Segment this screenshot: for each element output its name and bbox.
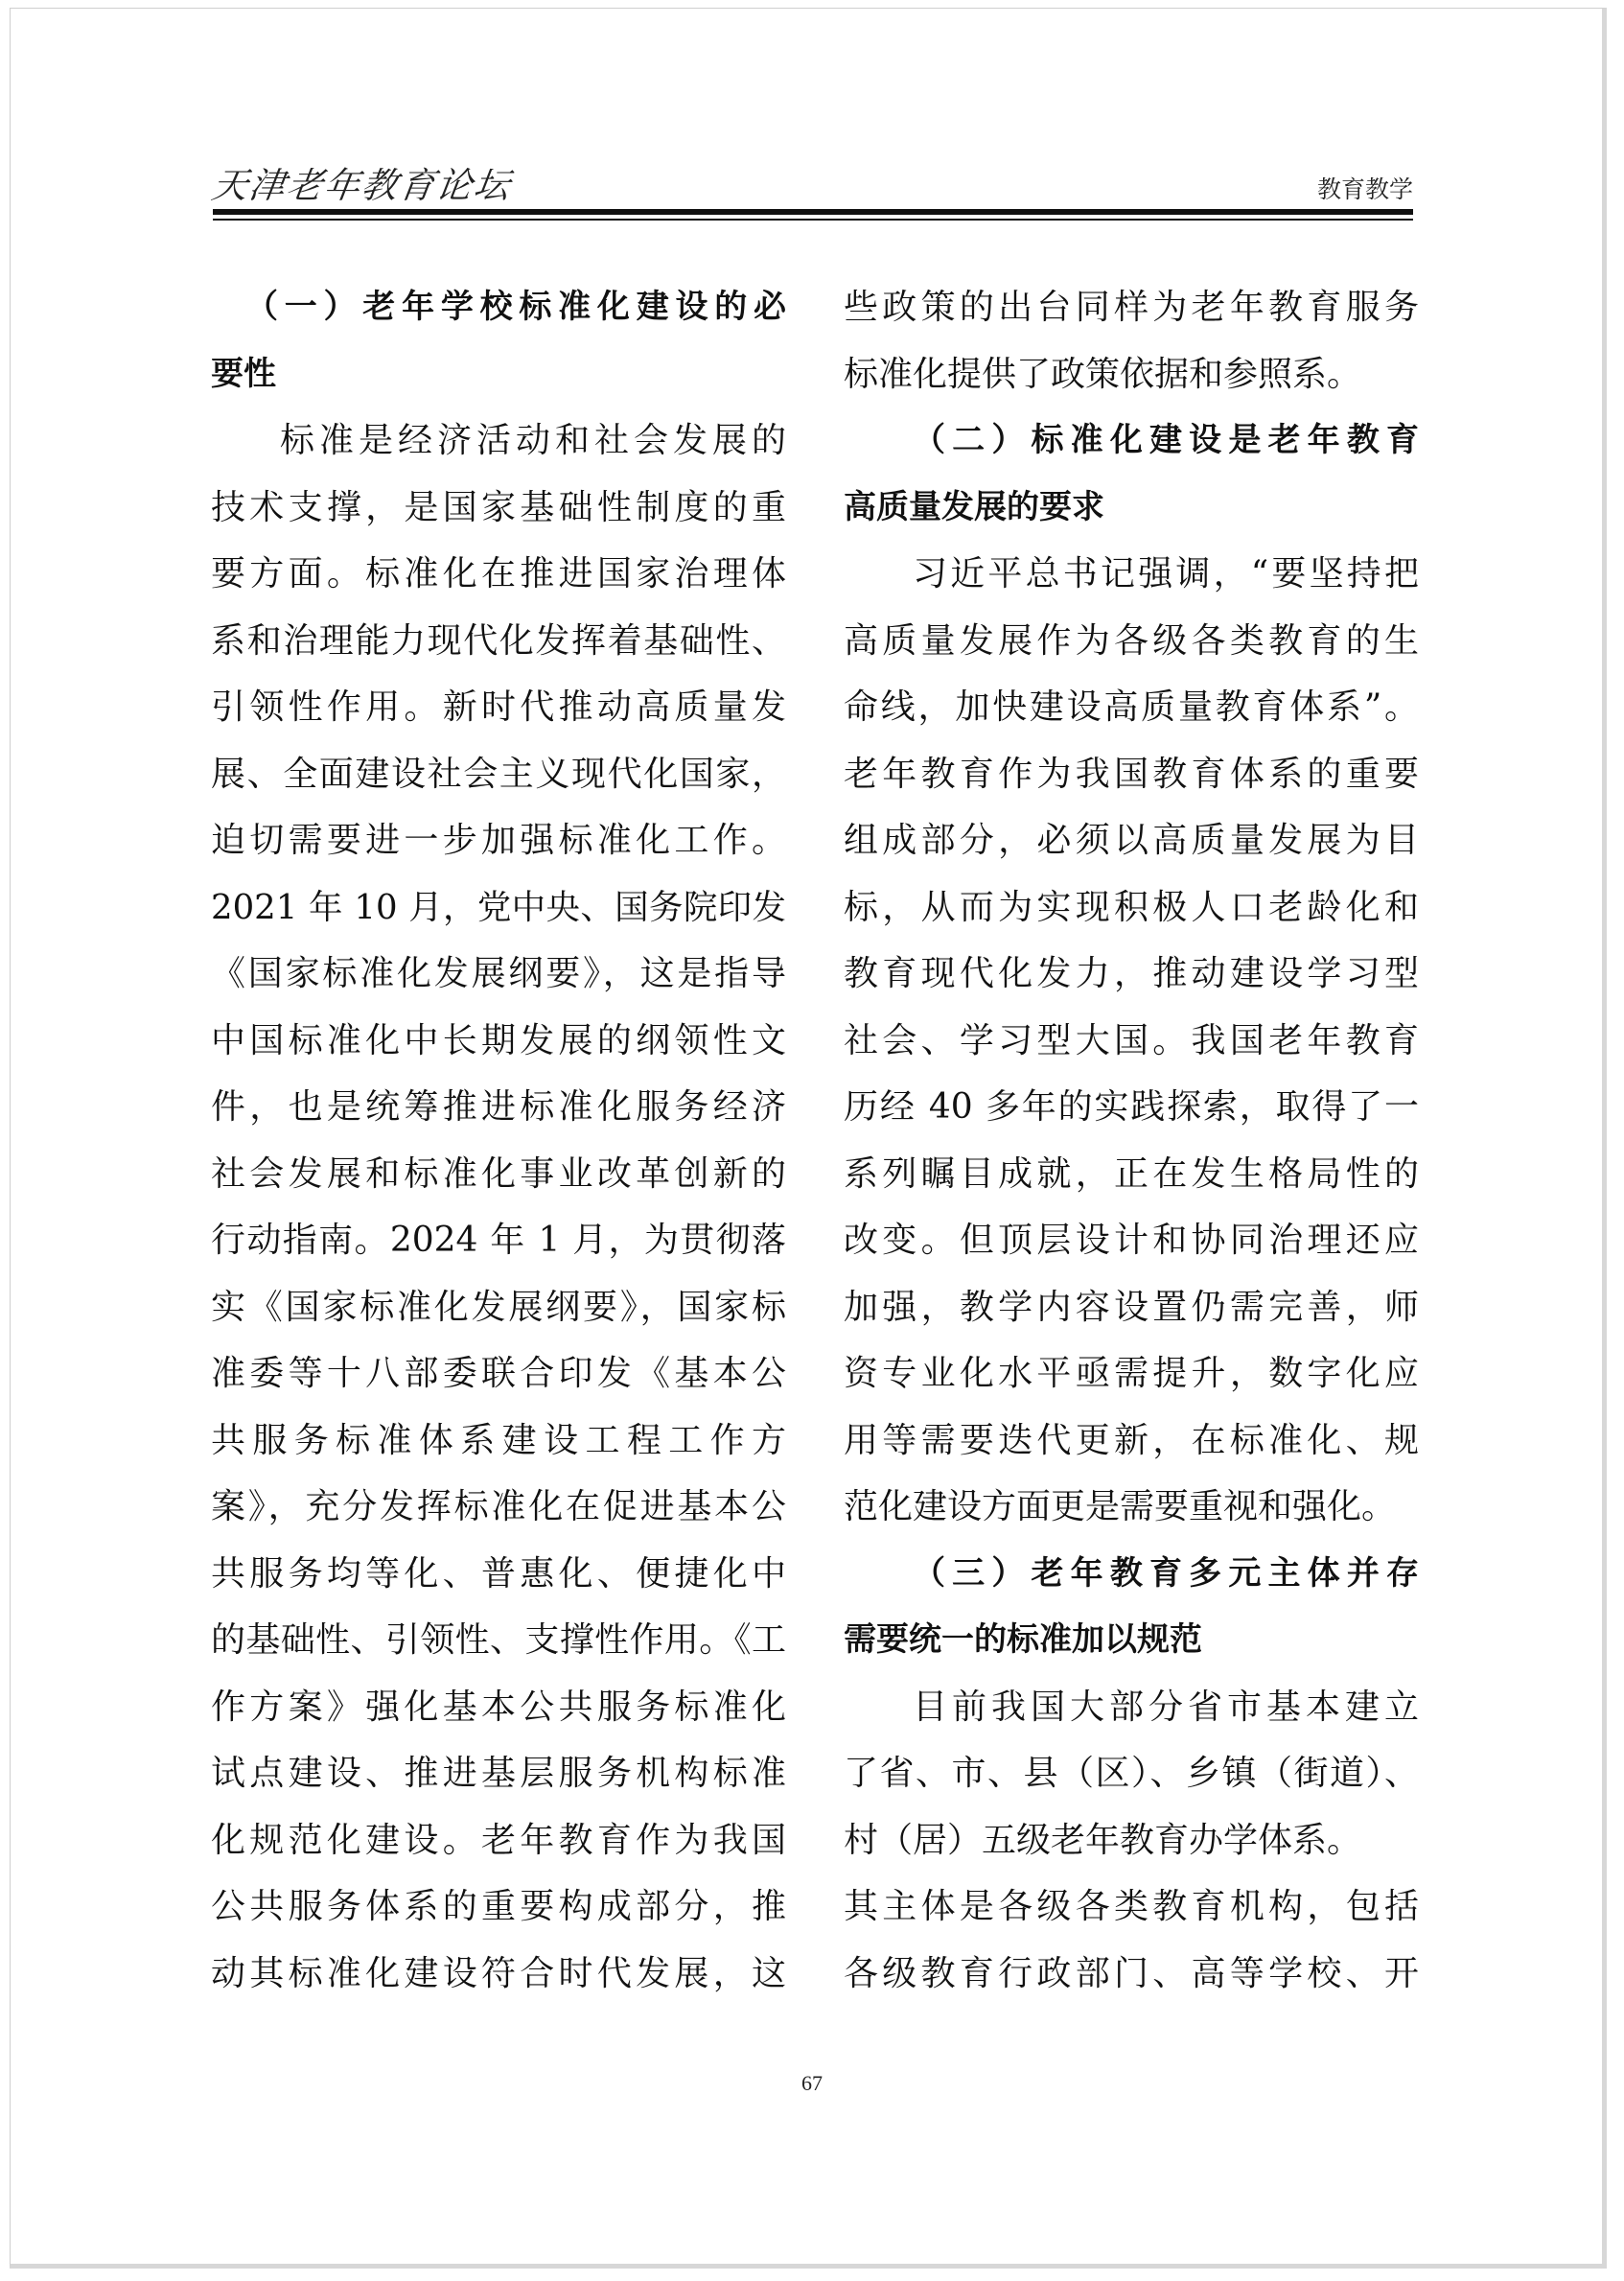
section-heading-line: 要性: [211, 354, 276, 393]
body-text-line: 中国标准化中长期发展的纲领性文: [211, 1020, 786, 1060]
body-text-line: 引领性作用。新时代推动高质量发: [211, 687, 786, 727]
body-text-line: 其主体是各级各类教育机构，包括: [844, 1887, 1419, 1926]
body-text-line: 历经 40 多年的实践探索，取得了一: [844, 1087, 1419, 1127]
body-text-line: 共服务标准体系建设工程工作方: [211, 1420, 786, 1460]
section-label: 教育教学: [1316, 175, 1413, 203]
body-text-line: 教育现代化发力，推动建设学习型: [844, 954, 1419, 993]
body-text-line: 些政策的出台同样为老年教育服务: [844, 288, 1419, 327]
body-text-line: 组成部分，必须以高质量发展为目: [844, 821, 1419, 860]
body-text-line: 老年教育作为我国教育体系的重要: [844, 754, 1419, 794]
right-column: [844, 274, 1419, 2007]
page-number: 67: [801, 2071, 823, 2095]
body-text-line: 实《国家标准化发展纲要》，国家标: [211, 1287, 786, 1327]
body-text-line: 件，也是统筹推进标准化服务经济: [211, 1087, 786, 1127]
body-text-line: 标准化提供了政策依据和参照系。: [844, 354, 1362, 394]
body-text-line: 《国家标准化发展纲要》，这是指导: [211, 954, 786, 993]
body-text-line: 行动指南。2024 年 1 月，为贯彻落: [211, 1221, 786, 1260]
body-text-line: 迫切需要进一步加强标准化工作。: [211, 821, 786, 860]
body-text-line: 习近平总书记强调，“要坚持把: [913, 554, 1419, 594]
body-text-line: 动其标准化建设符合时代发展，这: [211, 1953, 786, 1993]
section-heading-line: （三）老年教育多元主体并存: [913, 1553, 1419, 1593]
body-text-line: 案》，充分发挥标准化在促进基本公: [211, 1487, 786, 1526]
body-text-line: 技术支撑，是国家基础性制度的重: [211, 487, 786, 527]
body-text-line: 了省、市、县（区）、乡镇（街道）、: [844, 1754, 1419, 1793]
section-heading-line: （一）老年学校标准化建设的必: [245, 288, 786, 326]
body-text-line: 共服务均等化、普惠化、便捷化中: [211, 1553, 786, 1594]
body-text-line: 系和治理能力现代化发挥着基础性、: [211, 620, 786, 661]
body-text-line: 标准是经济活动和社会发展的: [280, 421, 786, 460]
body-text-line: 作方案》强化基本公共服务标准化: [211, 1687, 786, 1727]
body-text-line: 公共服务体系的重要构成部分，推: [211, 1887, 786, 1926]
body-text-line: 范化建设方面更是需要重视和强化。: [844, 1487, 1397, 1526]
body-text-line: 资专业化水平亟需提升，数字化应: [844, 1354, 1419, 1393]
left-column: [211, 274, 786, 2007]
body-text-line: 用等需要迭代更新，在标准化、规: [844, 1420, 1419, 1460]
body-text-line: 系列瞩目成就，正在发生格局性的: [844, 1153, 1419, 1194]
body-text-line: 的基础性、引领性、支撑性作用。《工: [211, 1620, 786, 1660]
body-text-line: 加强，教学内容设置仍需完善，师: [844, 1287, 1419, 1327]
body-text-line: 命线，加快建设高质量教育体系”。: [844, 687, 1419, 727]
header-rule-thick: [213, 209, 1413, 215]
body-text-line: 社会发展和标准化事业改革创新的: [211, 1153, 786, 1194]
section-heading-line: （二）标准化建设是老年教育: [913, 421, 1419, 459]
body-text-line: 社会、学习型大国。我国老年教育: [844, 1020, 1419, 1060]
body-text-line: 2021 年 10 月，党中央、国务院印发: [211, 887, 786, 927]
header-rule-thin: [213, 219, 1413, 221]
body-text-line: 村（居）五级老年教育办学体系。: [844, 1820, 1362, 1860]
section-heading-line: 高质量发展的要求: [844, 487, 1104, 526]
body-text-line: 准委等十八部委联合印发《基本公: [211, 1354, 786, 1393]
body-text-line: 高质量发展作为各级各类教育的生: [844, 620, 1419, 661]
body-text-line: 改变。但顶层设计和协同治理还应: [844, 1221, 1419, 1260]
body-text-line: 目前我国大部分省市基本建立: [913, 1687, 1419, 1727]
body-text-line: 要方面。标准化在推进国家治理体: [211, 554, 786, 594]
journal-logo: 天津老年教育论坛: [209, 165, 515, 206]
body-text-line: 化规范化建设。老年教育作为我国: [211, 1820, 786, 1860]
body-text-line: 试点建设、推进基层服务机构标准: [211, 1754, 786, 1793]
body-text-line: 各级教育行政部门、高等学校、开: [844, 1953, 1419, 1993]
section-heading-line: 需要统一的标准加以规范: [844, 1620, 1202, 1659]
body-text-line: 标，从而为实现积极人口老龄化和: [844, 887, 1419, 927]
body-text-line: 展、全面建设社会主义现代化国家，: [211, 754, 786, 794]
